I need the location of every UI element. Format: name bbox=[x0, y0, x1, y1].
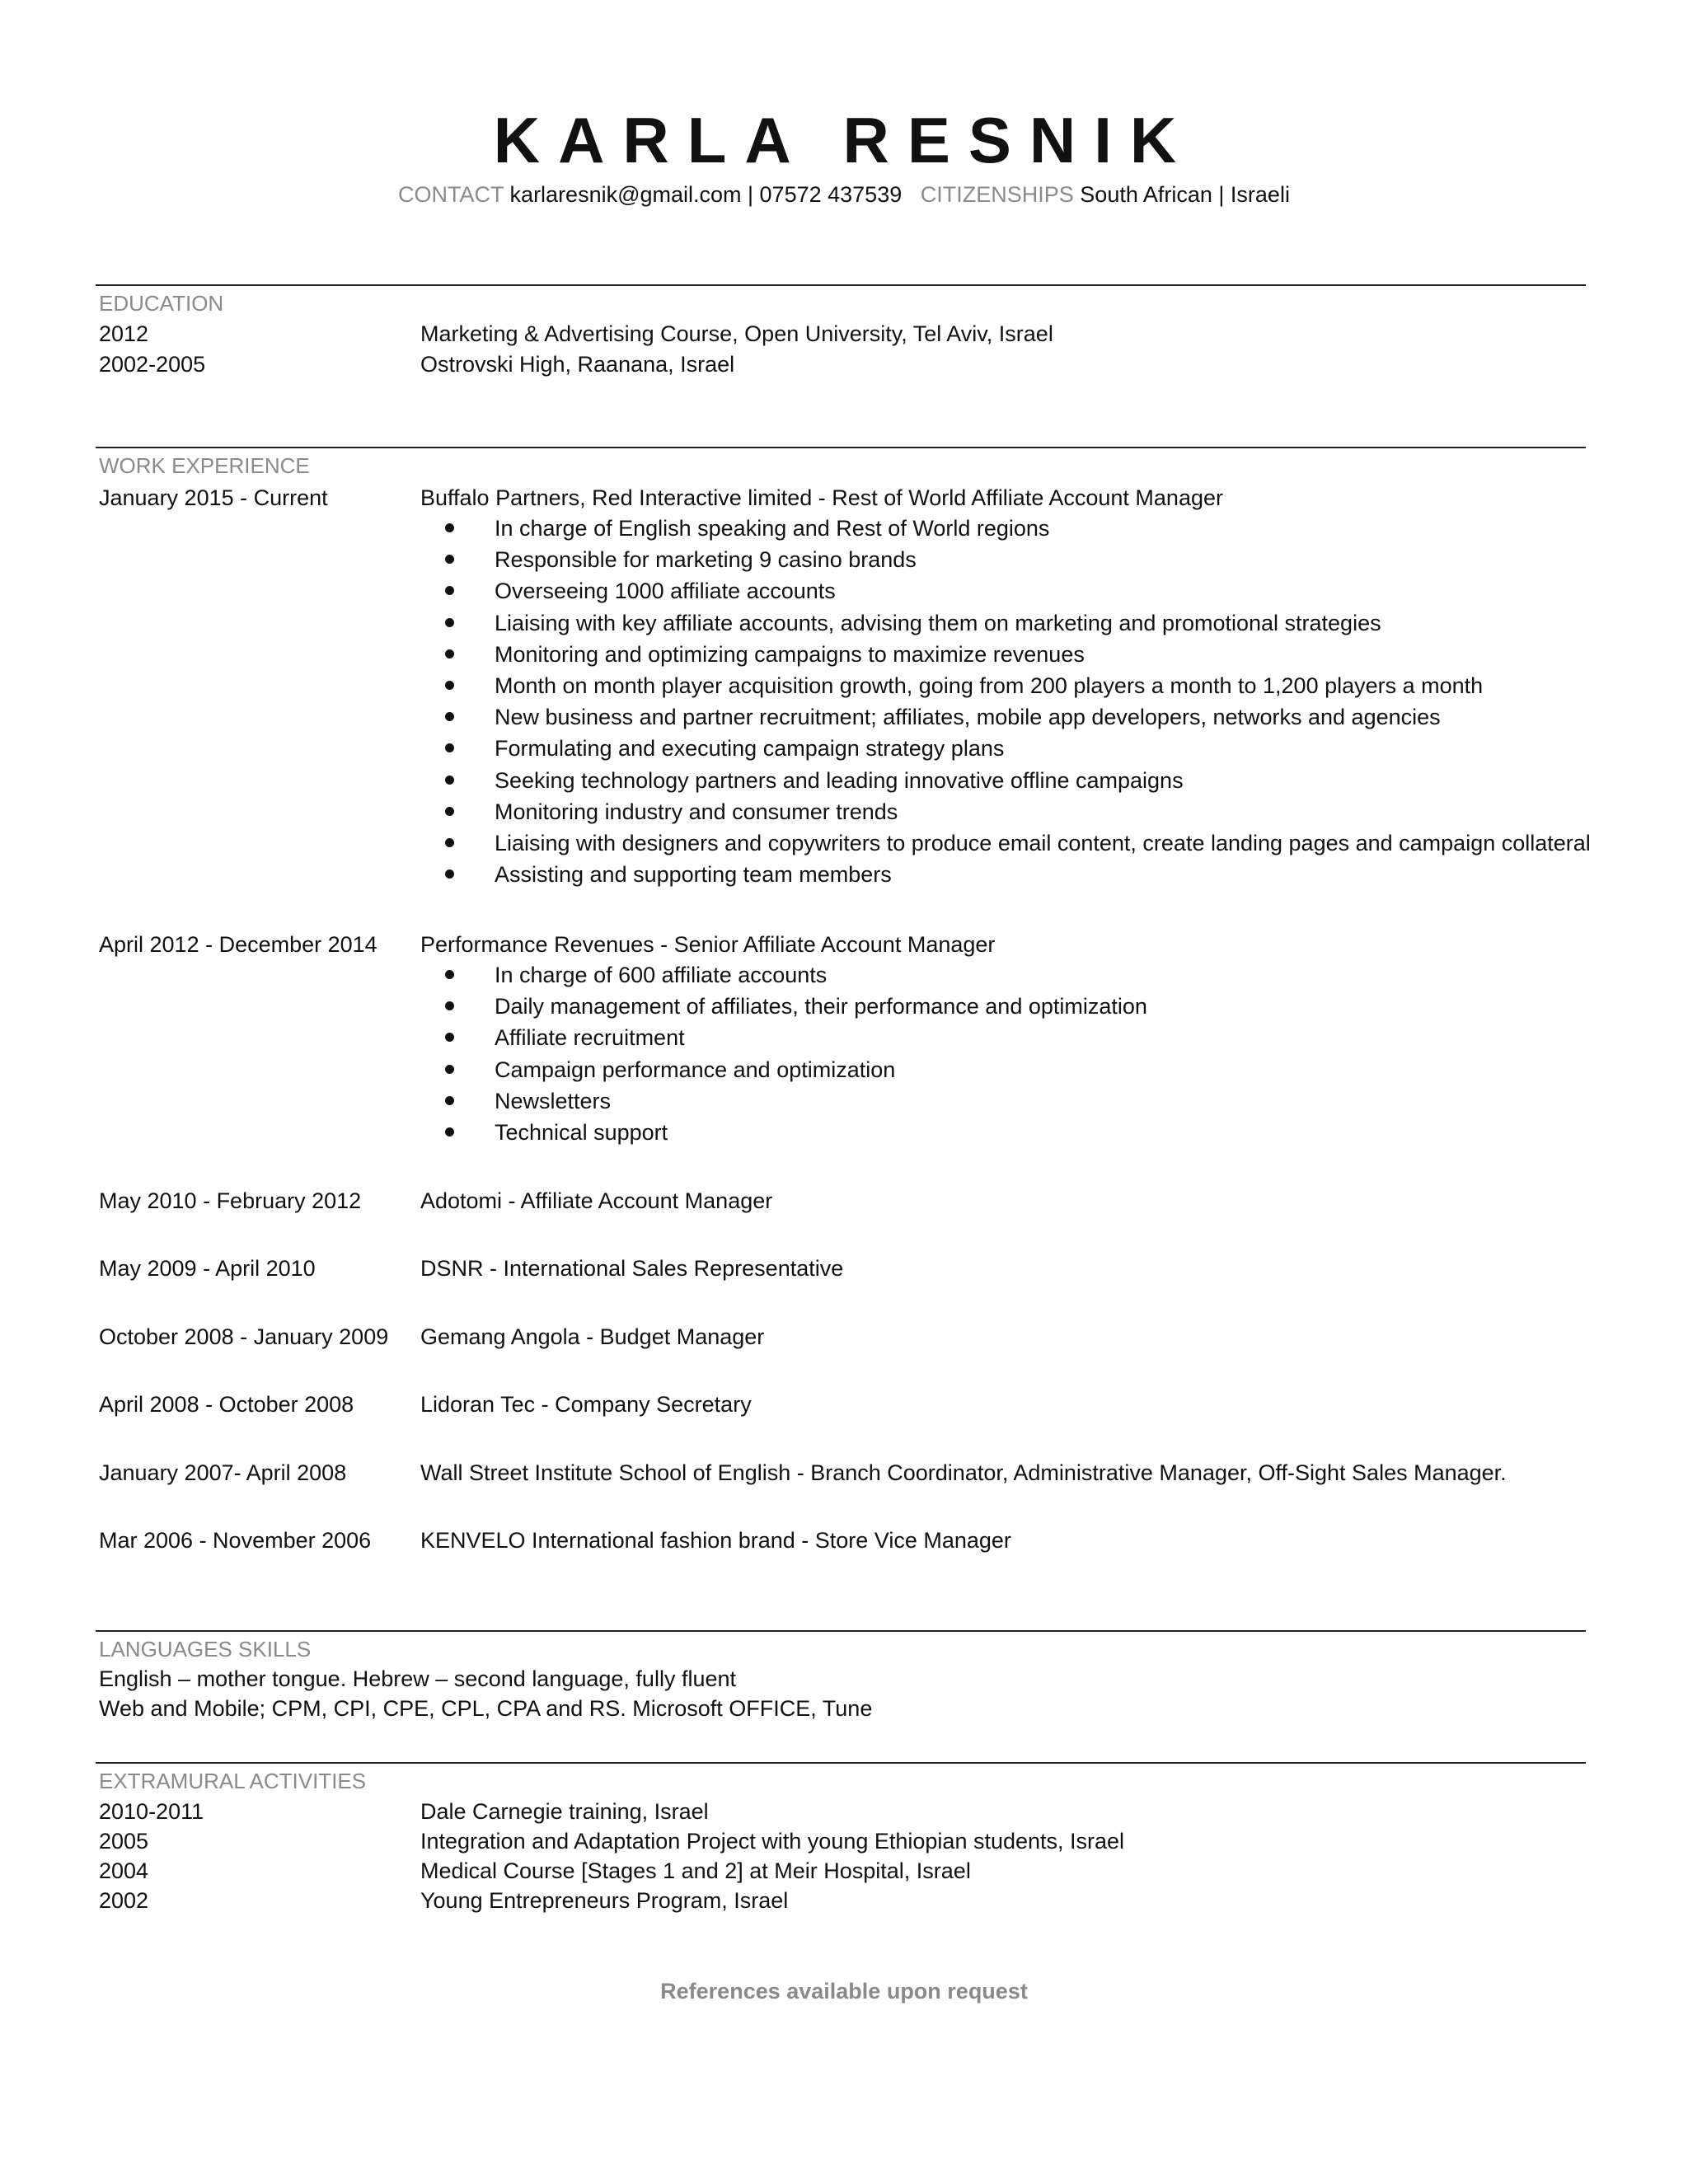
job-title: KENVELO International fashion brand - Store Vice Manager bbox=[420, 1528, 1011, 1553]
bullet-item bbox=[420, 733, 1591, 764]
bullet-item bbox=[420, 796, 1591, 827]
bullet-item bbox=[420, 513, 1591, 544]
bullet-icon bbox=[445, 523, 454, 532]
bullet-item bbox=[420, 1054, 1147, 1085]
bullet-icon bbox=[445, 681, 454, 690]
bullet-item bbox=[420, 1085, 1147, 1117]
bullet-item bbox=[420, 575, 1591, 607]
bullet-icon bbox=[445, 838, 454, 847]
activity-date: 2004 bbox=[99, 1858, 149, 1883]
education-heading: EDUCATION bbox=[99, 291, 224, 316]
bullet-icon bbox=[445, 618, 454, 627]
bullet-icon bbox=[445, 1065, 454, 1074]
job-date: May 2009 - April 2010 bbox=[99, 1256, 316, 1281]
job-title: Buffalo Partners, Red Interactive limited - Rest of World Affiliate Account Manager bbox=[420, 485, 1223, 510]
bullet-item bbox=[420, 607, 1591, 639]
bullet-text: Seeking technology partners and leading innovative offline campaigns bbox=[495, 767, 1184, 793]
contact-value: karlaresnik@gmail.com | 07572 437539 bbox=[509, 182, 903, 207]
bullet-text: Liaising with designers and copywriters to produce email content, create landing pages and campaign collateral bbox=[495, 831, 1591, 856]
bullet-icon bbox=[445, 555, 454, 564]
job-title: Gemang Angola - Budget Manager bbox=[420, 1324, 765, 1349]
bullet-item bbox=[420, 827, 1591, 859]
bullet-item bbox=[420, 991, 1147, 1022]
section-divider bbox=[96, 447, 1586, 448]
activity-desc: Dale Carnegie training, Israel bbox=[420, 1799, 709, 1824]
bullet-text: Campaign performance and optimization bbox=[495, 1057, 896, 1082]
job-title: Performance Revenues - Senior Affiliate Account Manager bbox=[420, 932, 996, 957]
job-bullets bbox=[420, 959, 1147, 1148]
bullet-item bbox=[420, 701, 1591, 733]
bullet-text: In charge of English speaking and Rest of World regions bbox=[495, 516, 1050, 541]
citizenships-value: South African | Israeli bbox=[1080, 182, 1290, 207]
activity-desc: Young Entrepreneurs Program, Israel bbox=[420, 1888, 789, 1913]
bullet-text: In charge of 600 affiliate accounts bbox=[495, 963, 828, 987]
bullet-text: Monitoring and optimizing campaigns to maximize revenues bbox=[495, 641, 1085, 667]
bullet-icon bbox=[445, 869, 454, 879]
bullet-text: Overseeing 1000 affiliate accounts bbox=[495, 579, 836, 604]
education-desc: Marketing & Advertising Course, Open University, Tel Aviv, Israel bbox=[420, 321, 1053, 346]
skills-line: Web and Mobile; CPM, CPI, CPE, CPL, CPA and RS. Microsoft OFFICE, Tune bbox=[99, 1696, 873, 1721]
bullet-icon bbox=[445, 649, 454, 658]
bullet-text: Responsible for marketing 9 casino brands bbox=[495, 547, 917, 573]
education-date: 2002-2005 bbox=[99, 352, 206, 377]
job-title: Adotomi - Affiliate Account Manager bbox=[420, 1188, 773, 1213]
job-date: January 2007- April 2008 bbox=[99, 1460, 347, 1485]
bullet-text: Newsletters bbox=[495, 1088, 612, 1113]
contact-line bbox=[0, 178, 1688, 211]
bullet-text: Formulating and executing campaign strategy plans bbox=[495, 736, 1005, 762]
section-divider bbox=[96, 284, 1586, 286]
job-bullets bbox=[420, 513, 1591, 890]
bullet-item bbox=[420, 1022, 1147, 1053]
bullet-text: Assisting and supporting team members bbox=[495, 862, 892, 888]
job-title: Wall Street Institute School of English - Branch Coordinator, Administrative Manager, Off-Sight Sales Manager. bbox=[420, 1460, 1507, 1485]
bullet-icon bbox=[445, 1127, 454, 1137]
bullet-icon bbox=[445, 712, 454, 721]
bullet-item bbox=[420, 639, 1591, 670]
work-heading: WORK EXPERIENCE bbox=[99, 453, 310, 478]
section-divider bbox=[96, 1630, 1586, 1632]
bullet-text: Technical support bbox=[495, 1120, 668, 1146]
job-date: January 2015 - Current bbox=[99, 485, 328, 510]
citizenships-label: CITIZENSHIPS bbox=[920, 182, 1074, 207]
job-date: April 2008 - October 2008 bbox=[99, 1392, 354, 1417]
bullet-text: Daily management of affiliates, their performance and optimization bbox=[495, 994, 1147, 1019]
activity-date: 2005 bbox=[99, 1829, 149, 1854]
bullet-text: Liaising with key affiliate accounts, advising them on marketing and promotional strategies bbox=[495, 610, 1381, 635]
bullet-icon bbox=[445, 1033, 454, 1042]
candidate-name: KARLA RESNIK bbox=[493, 104, 1195, 176]
activity-date: 2002 bbox=[99, 1888, 149, 1913]
bullet-item bbox=[420, 859, 1591, 890]
bullet-icon bbox=[445, 1001, 454, 1010]
bullet-item bbox=[420, 1117, 1147, 1148]
bullet-icon bbox=[445, 586, 454, 595]
bullet-icon bbox=[445, 1096, 454, 1105]
job-date: May 2010 - February 2012 bbox=[99, 1188, 362, 1213]
job-date: Mar 2006 - November 2006 bbox=[99, 1528, 372, 1553]
bullet-item bbox=[420, 959, 1147, 991]
languages-line: English – mother tongue. Hebrew – second language, fully fluent bbox=[99, 1666, 736, 1691]
bullet-icon bbox=[445, 970, 454, 979]
bullet-icon bbox=[445, 776, 454, 785]
activity-desc: Integration and Adaptation Project with young Ethiopian students, Israel bbox=[420, 1829, 1125, 1854]
activity-date: 2010-2011 bbox=[99, 1799, 204, 1824]
job-title: DSNR - International Sales Representative bbox=[420, 1256, 844, 1281]
bullet-item bbox=[420, 544, 1591, 575]
education-desc: Ostrovski High, Raanana, Israel bbox=[420, 352, 735, 377]
bullet-item bbox=[420, 765, 1591, 796]
extramural-heading: EXTRAMURAL ACTIVITIES bbox=[99, 1769, 367, 1793]
contact-label: CONTACT bbox=[398, 182, 504, 207]
job-date: October 2008 - January 2009 bbox=[99, 1324, 389, 1349]
activity-desc: Medical Course [Stages 1 and 2] at Meir Hospital, Israel bbox=[420, 1858, 971, 1883]
references-note: References available upon request bbox=[660, 1979, 1028, 2004]
bullet-text: Month on month player acquisition growth, going from 200 players a month to 1,200 players a month bbox=[495, 673, 1484, 699]
job-date: April 2012 - December 2014 bbox=[99, 932, 377, 957]
bullet-text: Affiliate recruitment bbox=[495, 1025, 685, 1051]
bullet-item bbox=[420, 670, 1591, 701]
languages-heading: LANGUAGES SKILLS bbox=[99, 1637, 312, 1661]
bullet-text: Monitoring industry and consumer trends bbox=[495, 799, 898, 824]
bullet-icon bbox=[445, 807, 454, 816]
education-date: 2012 bbox=[99, 321, 149, 346]
section-divider bbox=[96, 1762, 1586, 1764]
job-title: Lidoran Tec - Company Secretary bbox=[420, 1392, 752, 1417]
bullet-text: New business and partner recruitment; affiliates, mobile app developers, networks and agencies bbox=[495, 705, 1441, 730]
bullet-icon bbox=[445, 743, 454, 752]
